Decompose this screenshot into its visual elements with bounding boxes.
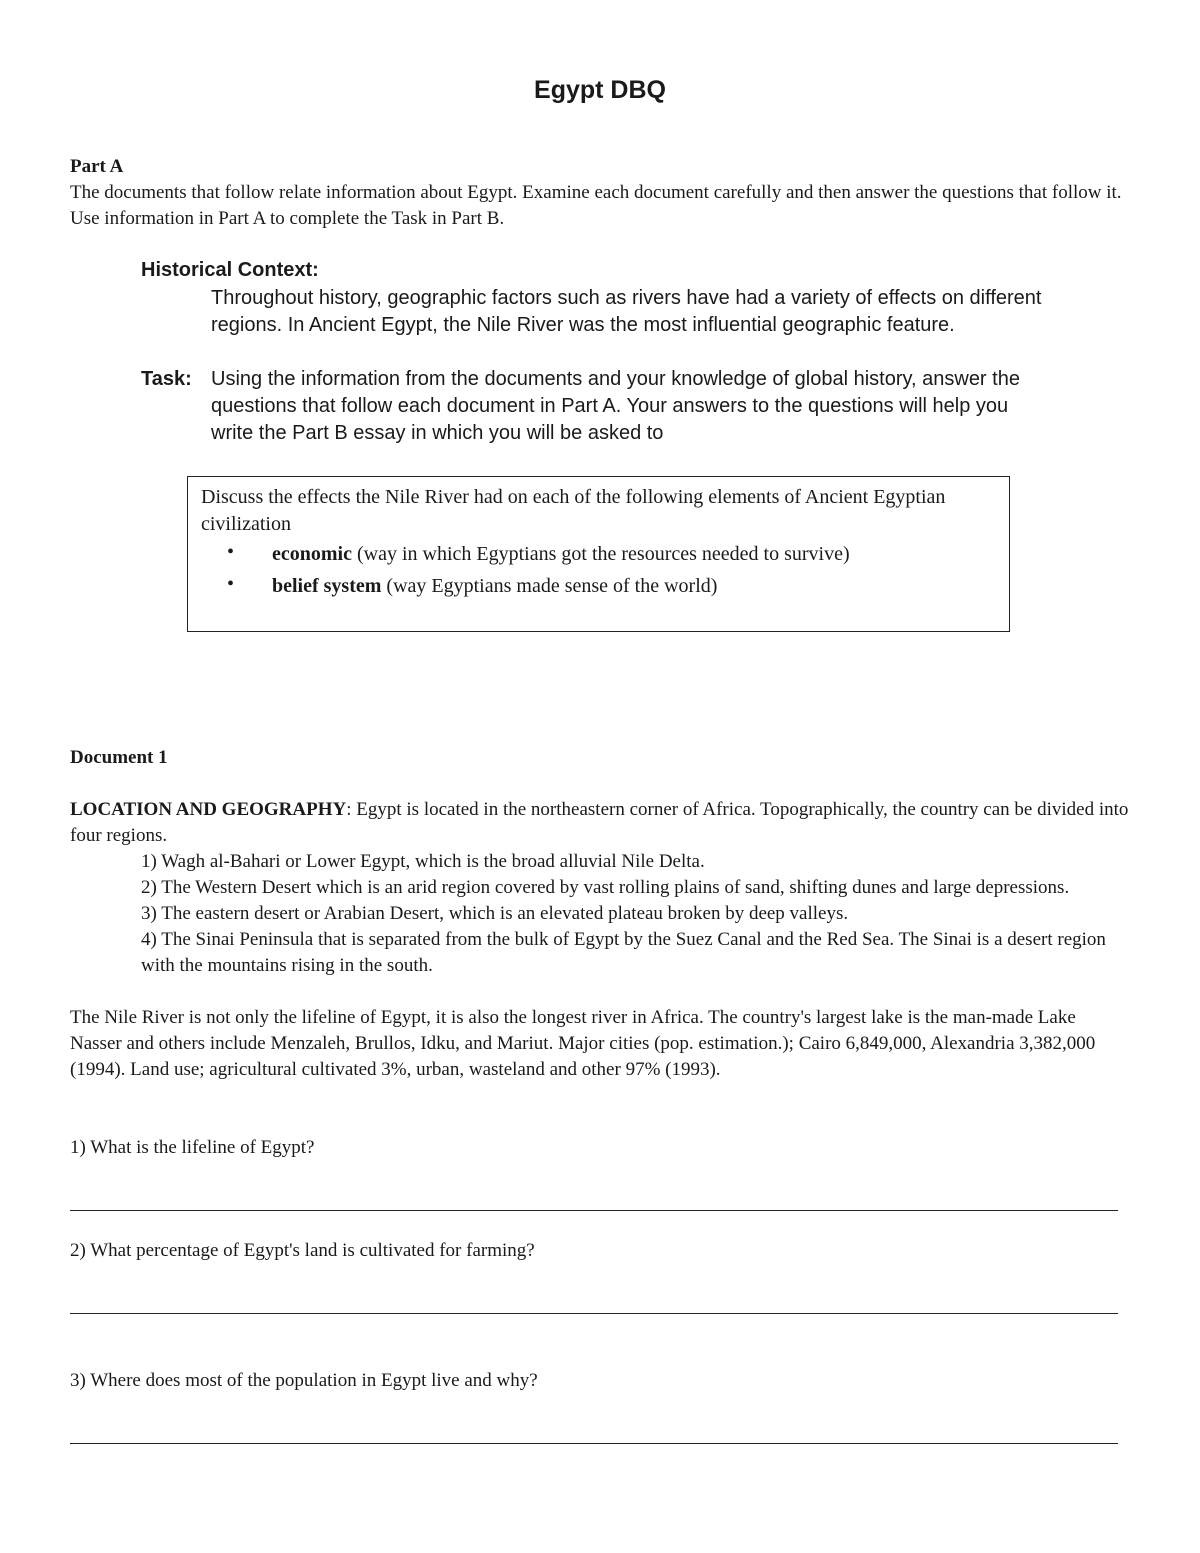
question-3: 3) Where does most of the population in Egypt live and why? bbox=[70, 1370, 538, 1391]
location-text: : Egypt is located in the northeastern corner of Africa. Topographically, the country can be divided into four regions. bbox=[70, 799, 1129, 846]
answer-line-3[interactable] bbox=[70, 1443, 1118, 1444]
region-item: 1) Wagh al-Bahari or Lower Egypt, which is the broad alluvial Nile Delta. bbox=[141, 851, 705, 872]
region-item: 4) The Sinai Peninsula that is separated from the bulk of Egypt by the Suez Canal and the Red Sea. The Sinai is a desert region with the mountains rising in the south. bbox=[141, 929, 1106, 976]
question-2: 2) What percentage of Egypt's land is cultivated for farming? bbox=[70, 1240, 535, 1261]
essay-element-belief-system bbox=[272, 573, 717, 600]
answer-line-1[interactable] bbox=[70, 1210, 1118, 1211]
historical-context-text: Throughout history, geographic factors such as rivers have had a variety of effects on different regions. In Ancient Egypt, the Nile River was the most influential geographic feature. bbox=[211, 287, 1042, 336]
part-a-instructions: The documents that follow relate information about Egypt. Examine each document carefully and then answer the questions that follow it. Use information in Part A to complete the Task in Part B. bbox=[70, 182, 1122, 229]
location-label: LOCATION AND GEOGRAPHY bbox=[70, 799, 347, 820]
location-paragraph bbox=[70, 797, 1130, 849]
essay-element-economic bbox=[272, 541, 850, 568]
region-item: 3) The eastern desert or Arabian Desert, which is an elevated plateau broken by deep valleys. bbox=[141, 903, 849, 924]
regions-list bbox=[141, 849, 1131, 979]
task-text: Using the information from the documents and your knowledge of global history, answer the questions that follow each document in Part A. Your answers to the questions will help you write the Part B essay in which you will be asked to bbox=[211, 368, 1020, 444]
answer-line-2[interactable] bbox=[70, 1313, 1118, 1314]
task-label: Task: bbox=[141, 368, 192, 390]
region-item: 2) The Western Desert which is an arid region covered by vast rolling plains of sand, shifting dunes and large depressions. bbox=[141, 877, 1070, 898]
bullet-icon: • bbox=[227, 573, 235, 595]
essay-prompt-intro: Discuss the effects the Nile River had on each of the following elements of Ancient Egyptian civilization bbox=[201, 486, 946, 535]
bullet-icon: • bbox=[227, 541, 235, 563]
document-1-heading: Document 1 bbox=[70, 747, 168, 768]
part-a-heading: Part A bbox=[70, 156, 124, 177]
essay-element-desc: (way in which Egyptians got the resources needed to survive) bbox=[351, 543, 850, 565]
essay-element-desc: (way Egyptians made sense of the world) bbox=[381, 575, 718, 597]
question-1: 1) What is the lifeline of Egypt? bbox=[70, 1137, 315, 1158]
historical-context-label: Historical Context: bbox=[141, 259, 319, 281]
nile-paragraph: The Nile River is not only the lifeline of Egypt, it is also the longest river in Africa. The country's largest lake is the man-made Lake Nasser and others include Menzaleh, Brullos, Idku, and Mariut. Major cities (pop. estimation.); Cairo 6,849,000, Alexandria 3,382,000 (1994). Land use; agricultural cultivated 3%, urban, wasteland and other 97% (1993). bbox=[70, 1007, 1096, 1080]
page-title: Egypt DBQ bbox=[534, 76, 666, 104]
essay-element-term: economic bbox=[272, 543, 352, 565]
essay-element-term: belief system bbox=[272, 575, 382, 597]
